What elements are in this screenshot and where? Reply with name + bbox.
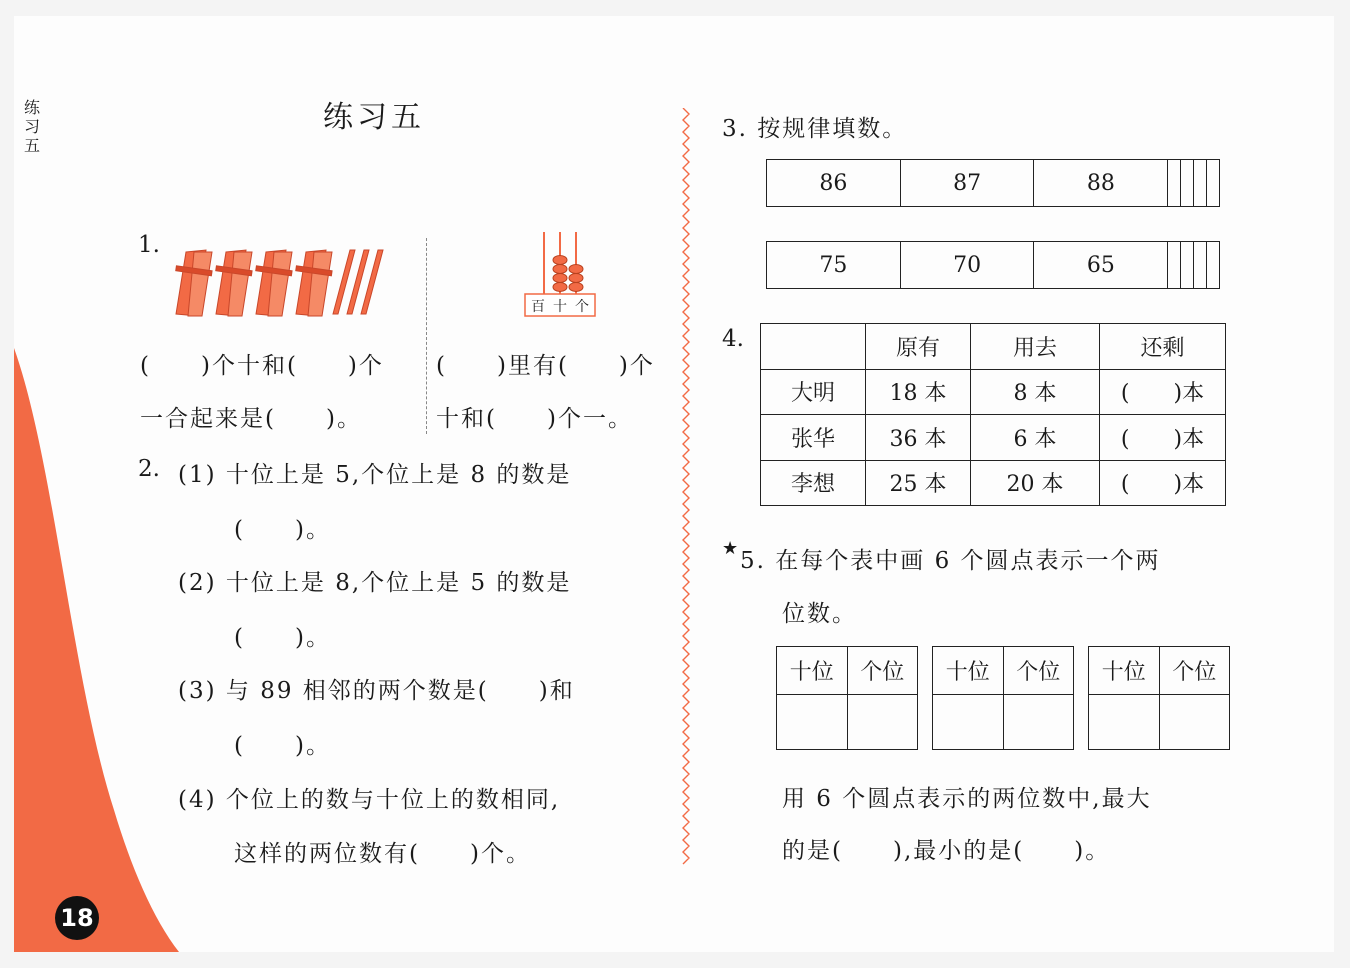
page-divider-zigzag <box>676 108 696 868</box>
sequence-blank-cell[interactable] <box>1207 242 1220 289</box>
sequence-cell: 75 <box>767 242 901 289</box>
bundled-sticks-icon <box>172 244 386 324</box>
q2-part4-line2: 这样的两位数有( )个。 <box>234 841 531 867</box>
zigzag-line <box>683 108 689 864</box>
swoosh-shape <box>14 348 179 952</box>
stick-bundle <box>296 250 332 316</box>
stick-bundle <box>176 250 212 316</box>
ones-dot-cell[interactable] <box>1003 695 1074 750</box>
table-row <box>761 369 1226 415</box>
remaining-blank-cell[interactable]: ( )本 <box>1100 460 1226 506</box>
name-cell: 李想 <box>761 460 866 506</box>
original-cell: 18 本 <box>866 369 971 415</box>
q5-line1: 5. 在每个表中画 6 个圆点表示一个两 <box>740 548 1161 574</box>
q1-right-line1: ( )里有( )个 <box>436 353 655 379</box>
q2-part3-line2: ( )。 <box>234 733 331 759</box>
q2-part1-line2: ( )。 <box>234 517 331 543</box>
table-row <box>761 415 1226 461</box>
table-header-cell: 原有 <box>866 324 971 370</box>
sequence-blank-cell[interactable] <box>1168 242 1181 289</box>
q1-left-line2: 一合起来是( )。 <box>140 406 362 432</box>
q5-bottom-line2: 的是( ),最小的是( )。 <box>782 838 1111 864</box>
q3-sequence-table-2 <box>766 241 1220 289</box>
sequence-cell: 65 <box>1034 242 1168 289</box>
ones-header: 个位 <box>1003 647 1074 695</box>
place-value-table-2 <box>932 646 1074 750</box>
ones-header: 个位 <box>1159 647 1230 695</box>
sequence-cell: 70 <box>900 242 1034 289</box>
stick-bundle <box>256 250 292 316</box>
sequence-blank-cell[interactable] <box>1168 160 1181 207</box>
used-cell: 20 本 <box>971 460 1100 506</box>
side-label-char: 练 <box>23 98 40 117</box>
sequence-blank-cell[interactable] <box>1207 160 1220 207</box>
abacus-icon <box>522 228 598 320</box>
q2-number: 2. <box>138 456 160 482</box>
tens-dot-cell[interactable] <box>933 695 1004 750</box>
used-cell: 8 本 <box>971 369 1100 415</box>
q2-part3-line1: (3) 与 89 相邻的两个数是( )和 <box>178 678 575 704</box>
tens-header: 十位 <box>777 647 848 695</box>
used-cell: 6 本 <box>971 415 1100 461</box>
page-title: 练习五 <box>323 100 425 135</box>
table-row <box>761 460 1226 506</box>
tens-dot-cell[interactable] <box>1089 695 1160 750</box>
q1-right-line2: 十和( )个一。 <box>436 406 633 432</box>
remaining-blank-cell[interactable]: ( )本 <box>1100 415 1226 461</box>
q1-number: 1. <box>138 232 160 258</box>
q5-line2: 位数。 <box>782 601 857 627</box>
table-header-cell: 还剩 <box>1100 324 1226 370</box>
q1-left-line1: ( )个十和( )个 <box>140 353 384 379</box>
side-label-char: 五 <box>23 136 40 155</box>
original-cell: 36 本 <box>866 415 971 461</box>
sequence-cell: 87 <box>900 160 1034 207</box>
stick-bundle <box>216 250 252 316</box>
tens-header: 十位 <box>1089 647 1160 695</box>
tens-dot-cell[interactable] <box>777 695 848 750</box>
sequence-blank-cell[interactable] <box>1181 160 1194 207</box>
star-icon: ★ <box>722 538 739 559</box>
q3-sequence-table-1 <box>766 159 1220 207</box>
abacus-label: 个 <box>575 299 589 315</box>
place-value-table-3 <box>1088 646 1230 750</box>
sequence-cell: 88 <box>1034 160 1168 207</box>
name-cell: 张华 <box>761 415 866 461</box>
q4-books-table <box>760 323 1226 506</box>
table-header-cell <box>761 324 866 370</box>
q4-number: 4. <box>722 326 744 352</box>
ones-header: 个位 <box>847 647 918 695</box>
q5-bottom-line1: 用 6 个圆点表示的两位数中,最大 <box>782 786 1152 812</box>
place-value-table-1 <box>776 646 918 750</box>
sequence-blank-cell[interactable] <box>1194 242 1207 289</box>
ones-dot-cell[interactable] <box>847 695 918 750</box>
table-header-cell: 用去 <box>971 324 1100 370</box>
q1-divider <box>426 238 427 434</box>
side-label-char: 习 <box>23 117 40 136</box>
remaining-blank-cell[interactable]: ( )本 <box>1100 369 1226 415</box>
sequence-cell: 86 <box>767 160 901 207</box>
page-number: 18 <box>55 896 99 940</box>
ones-dot-cell[interactable] <box>1159 695 1230 750</box>
sequence-blank-cell[interactable] <box>1194 160 1207 207</box>
sequence-blank-cell[interactable] <box>1181 242 1194 289</box>
q2-part1-line1: (1) 十位上是 5,个位上是 8 的数是 <box>178 462 572 488</box>
q2-part2-line2: ( )。 <box>234 625 331 651</box>
abacus-label: 百 <box>531 299 545 315</box>
q3-text: 3. 按规律填数。 <box>722 116 908 142</box>
original-cell: 25 本 <box>866 460 971 506</box>
name-cell: 大明 <box>761 369 866 415</box>
q2-part2-line1: (2) 十位上是 8,个位上是 5 的数是 <box>178 570 572 596</box>
tens-header: 十位 <box>933 647 1004 695</box>
q2-part4-line1: (4) 个位上的数与十位上的数相同, <box>178 787 561 813</box>
abacus-label: 十 <box>553 299 567 315</box>
